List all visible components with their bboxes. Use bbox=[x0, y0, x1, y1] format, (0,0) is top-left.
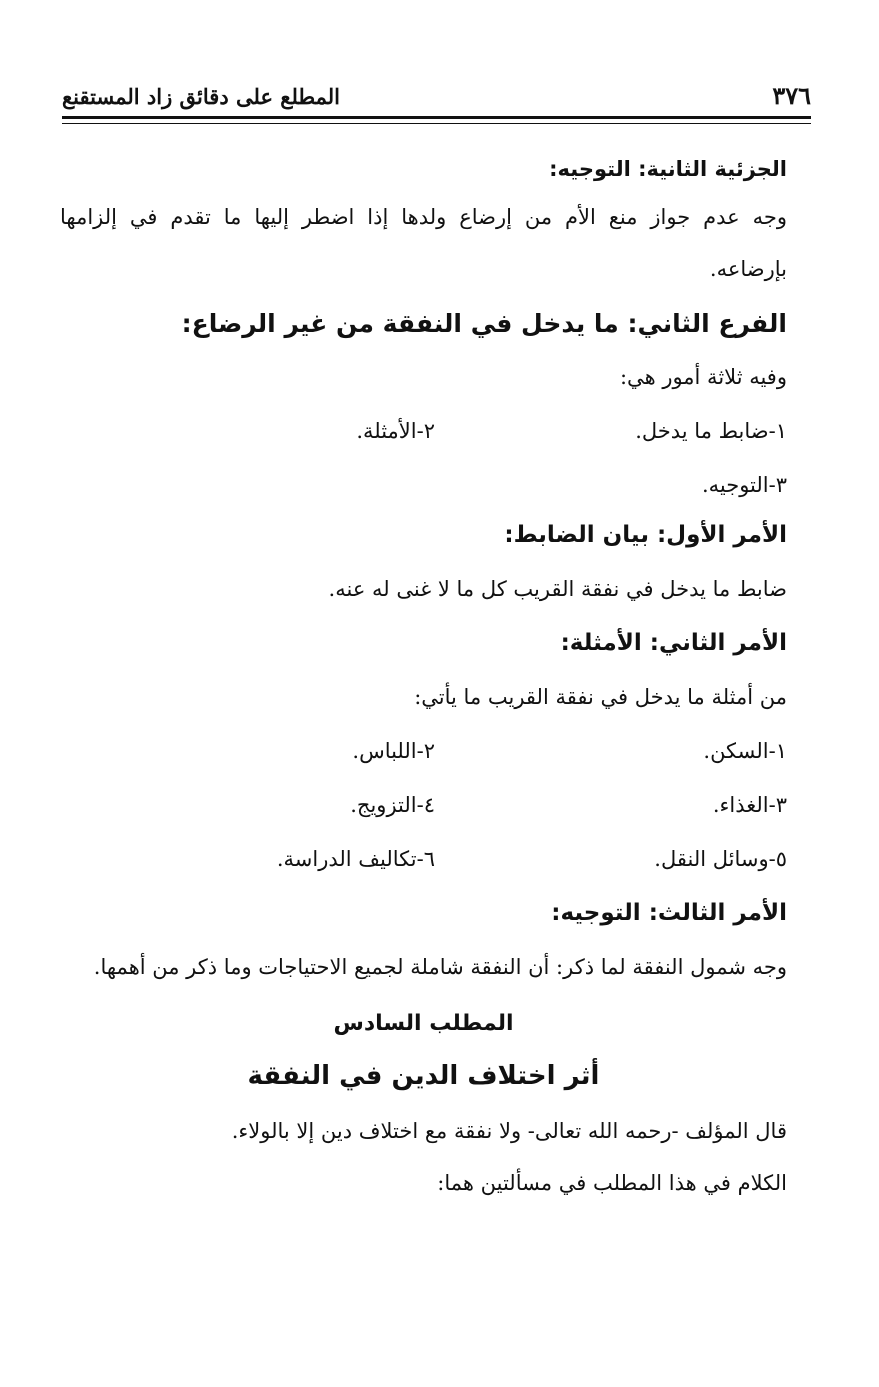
list-item: ٤-التزويج. bbox=[350, 793, 435, 817]
list-item: ١-ضابط ما يدخل. bbox=[635, 419, 787, 443]
page-number: ٣٧٦ bbox=[772, 81, 811, 110]
matter-text: وجه شمول النفقة لما ذكر: أن النفقة شاملة لجميع الاحتياجات وما ذكر من أهمها. bbox=[93, 955, 787, 979]
paragraph-line: وجه عدم جواز منع الأم من إرضاع ولدها إذا اضطر إليها ما تقدم في إلزامها bbox=[60, 205, 787, 229]
chapter-label: المطلب السادس bbox=[333, 1011, 514, 1036]
list-row bbox=[60, 414, 787, 448]
chapter-title: أثر اختلاف الدين في النفقة bbox=[247, 1061, 600, 1091]
page-body bbox=[60, 152, 787, 1200]
list-row bbox=[60, 788, 787, 822]
matter-intro: من أمثلة ما يدخل في نفقة القريب ما يأتي: bbox=[414, 685, 787, 709]
author-quote: قال المؤلف -رحمه الله تعالى- ولا نفقة مع اختلاف دين إلا بالولاء. bbox=[231, 1119, 787, 1143]
paragraph-line: بإرضاعه. bbox=[709, 257, 787, 281]
list-item: ٣-الغذاء. bbox=[712, 793, 787, 817]
section-heading-tawjih: الجزئية الثانية: التوجيه: bbox=[549, 157, 787, 181]
matter-heading: الأمر الأول: بيان الضابط: bbox=[504, 522, 787, 548]
matter-heading: الأمر الثالث: التوجيه: bbox=[551, 900, 787, 926]
discussion-intro: الكلام في هذا المطلب في مسألتين هما: bbox=[437, 1171, 787, 1195]
list-row bbox=[60, 468, 787, 502]
branch-heading: الفرع الثاني: ما يدخل في النفقة من غير الرضاع: bbox=[181, 309, 787, 338]
list-item: ٦-تكاليف الدراسة. bbox=[276, 847, 435, 871]
branch-intro: وفيه ثلاثة أمور هي: bbox=[619, 365, 787, 389]
matter-heading: الأمر الثاني: الأمثلة: bbox=[560, 630, 787, 656]
matter-text: ضابط ما يدخل في نفقة القريب كل ما لا غنى له عنه. bbox=[328, 577, 787, 601]
header-rule-thick bbox=[62, 116, 811, 119]
header-rule-thin bbox=[62, 123, 811, 124]
list-row bbox=[60, 842, 787, 876]
list-item: ١-السكن. bbox=[703, 739, 787, 763]
page-header bbox=[62, 82, 811, 112]
list-item: ٣-التوجيه. bbox=[701, 473, 787, 497]
list-item: ٢-الأمثلة. bbox=[356, 419, 435, 443]
list-item: ٢-اللباس. bbox=[352, 739, 435, 763]
list-row bbox=[60, 734, 787, 768]
running-title: المطلع على دقائق زاد المستقنع bbox=[62, 84, 341, 109]
list-item: ٥-وسائل النقل. bbox=[654, 847, 787, 871]
